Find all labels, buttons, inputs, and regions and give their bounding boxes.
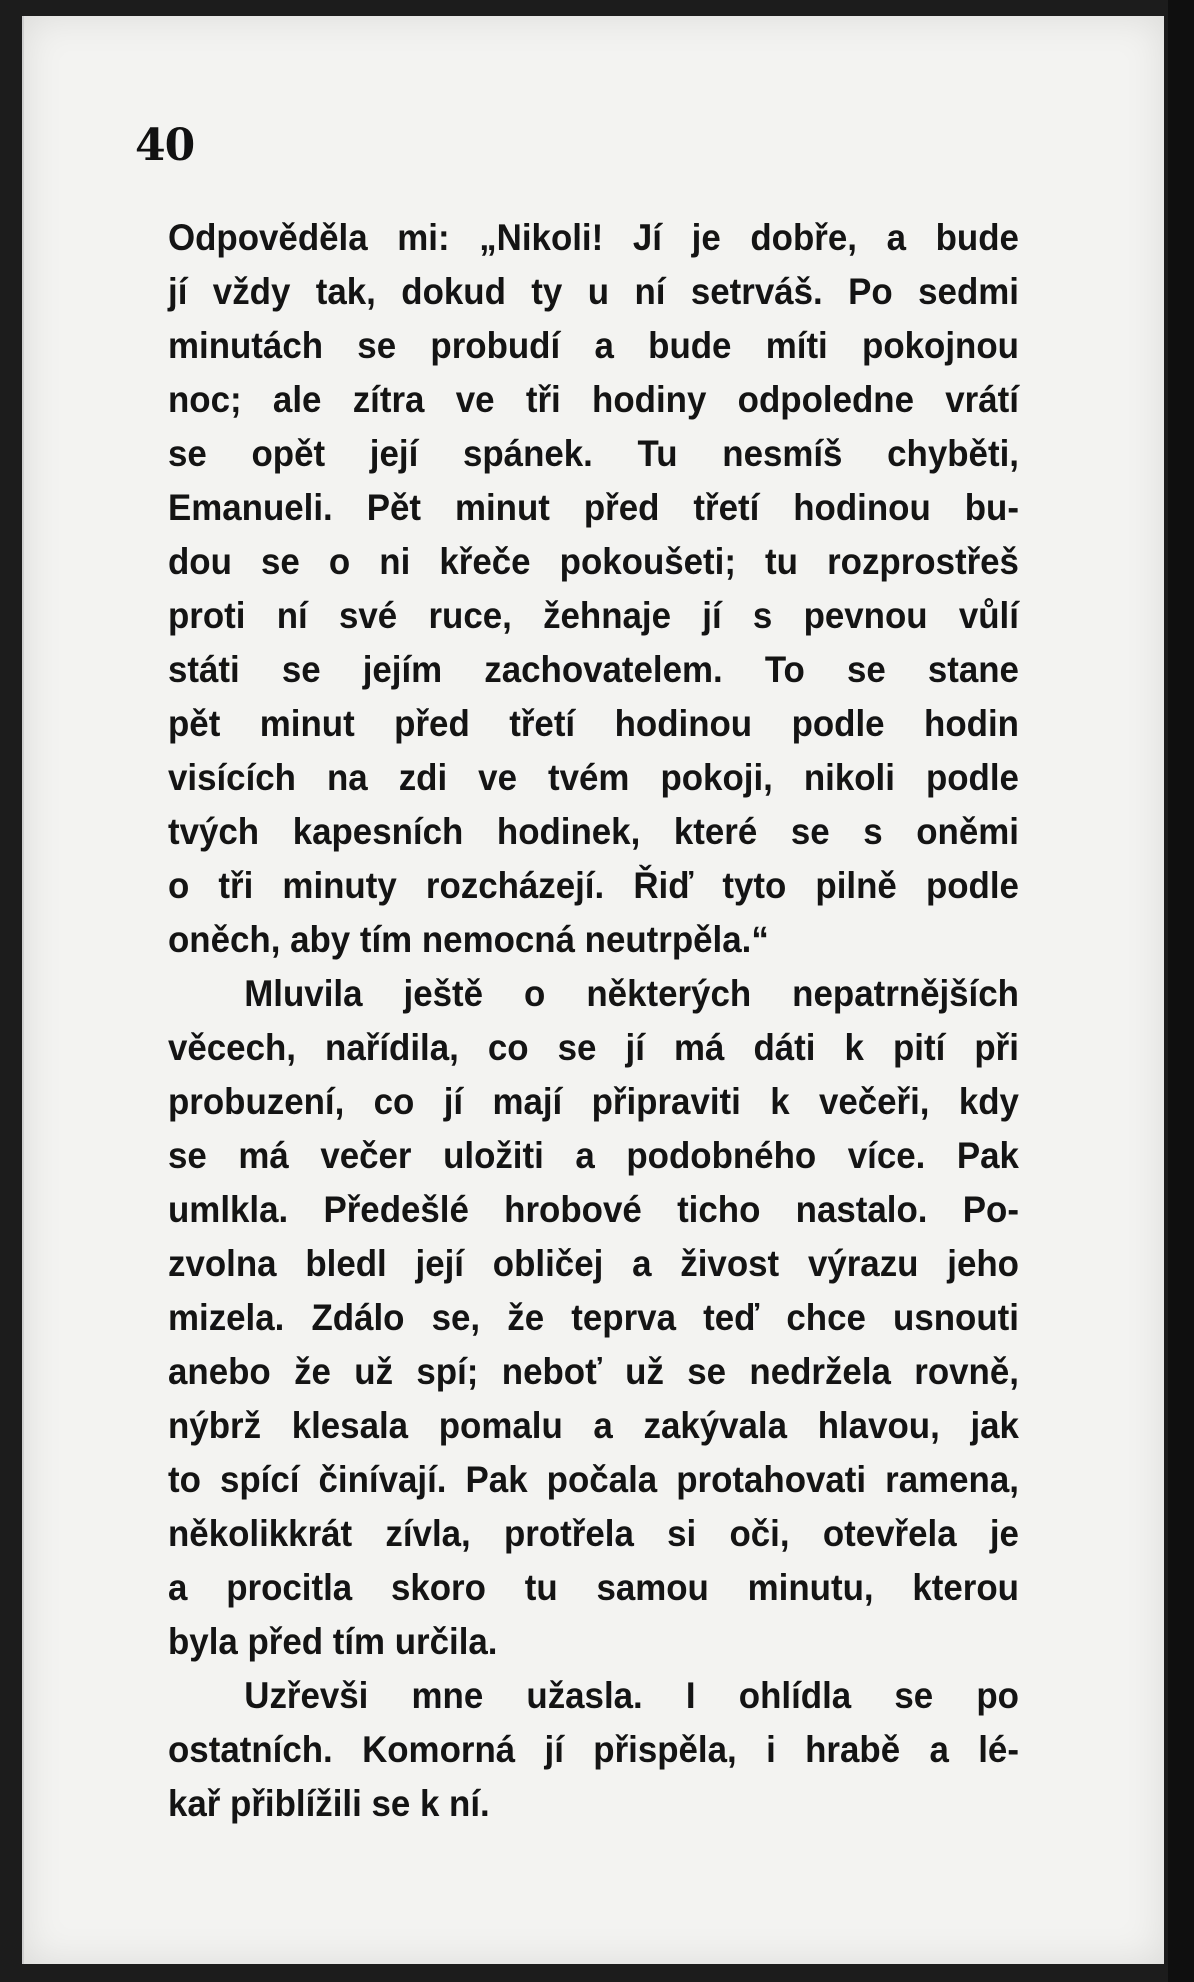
text-line: Emanueli. Pět minut před třetí hodinou bu- (168, 486, 1019, 528)
text-line: ostatních. Komorná jí přispěla, i hrabě a lé- (168, 1728, 1019, 1770)
text-line: probuzení, co jí mají připraviti k večeři, kdy (168, 1080, 1019, 1122)
text-line: minutách se probudí a bude míti pokojnou (168, 324, 1019, 366)
text-line: a procitla skoro tu samou minutu, kterou (168, 1566, 1019, 1608)
paragraph-3 (168, 1668, 1019, 1830)
text-line: to spící činívají. Pak počala protahovati ramena, (168, 1458, 1019, 1500)
body-text (168, 210, 1019, 1830)
text-line: Mluvila ještě o některých nepatrnějších (244, 972, 1019, 1014)
text-line: Uzřevši mne užasla. I ohlídla se po (244, 1674, 1019, 1716)
text-line: proti ní své ruce, žehnaje jí s pevnou vůlí (168, 594, 1019, 636)
page-number: 40 (135, 120, 195, 171)
text-line: visících na zdi ve tvém pokoji, nikoli podle (168, 756, 1019, 798)
text-line: se opět její spánek. Tu nesmíš chyběti, (168, 432, 1019, 474)
text-line: se má večer uložiti a podobného více. Pak (168, 1134, 1019, 1176)
text-line: kař přiblížili se k ní. (168, 1782, 490, 1824)
text-line: umlkla. Předešlé hrobové ticho nastalo. Po- (168, 1188, 1019, 1230)
text-line: o tři minuty rozcházejí. Řiď tyto pilně podle (168, 864, 1019, 906)
text-line: pět minut před třetí hodinou podle hodin (168, 702, 1019, 744)
text-line: několikkrát zívla, protřela si oči, otevřela je (168, 1512, 1019, 1554)
text-line: anebo že už spí; neboť už se nedržela rovně, (168, 1350, 1019, 1392)
text-line: dou se o ni křeče pokoušeti; tu rozprostřeš (168, 540, 1019, 582)
text-line: jí vždy tak, dokud ty u ní setrváš. Po sedmi (168, 270, 1019, 312)
text-line: nýbrž klesala pomalu a zakývala hlavou, jak (168, 1404, 1019, 1446)
text-line: oněch, aby tím nemocná neutrpěla.“ (168, 918, 769, 960)
text-line: věcech, nařídila, co se jí má dáti k pití při (168, 1026, 1019, 1068)
text-line: noc; ale zítra ve tři hodiny odpoledne vrátí (168, 378, 1019, 420)
text-line: tvých kapesních hodinek, které se s oněmi (168, 810, 1019, 852)
text-line: zvolna bledl její obličej a živost výrazu jeho (168, 1242, 1019, 1284)
text-line: státi se jejím zachovatelem. To se stane (168, 648, 1019, 690)
text-line: Odpověděla mi: „Nikoli! Jí je dobře, a bude (168, 216, 1019, 258)
scan-edge (1168, 0, 1194, 1982)
paragraph-2 (168, 966, 1019, 1668)
text-line: byla před tím určila. (168, 1620, 498, 1662)
paragraph-1 (168, 210, 1019, 966)
text-line: mizela. Zdálo se, že teprva teď chce usnouti (168, 1296, 1019, 1338)
